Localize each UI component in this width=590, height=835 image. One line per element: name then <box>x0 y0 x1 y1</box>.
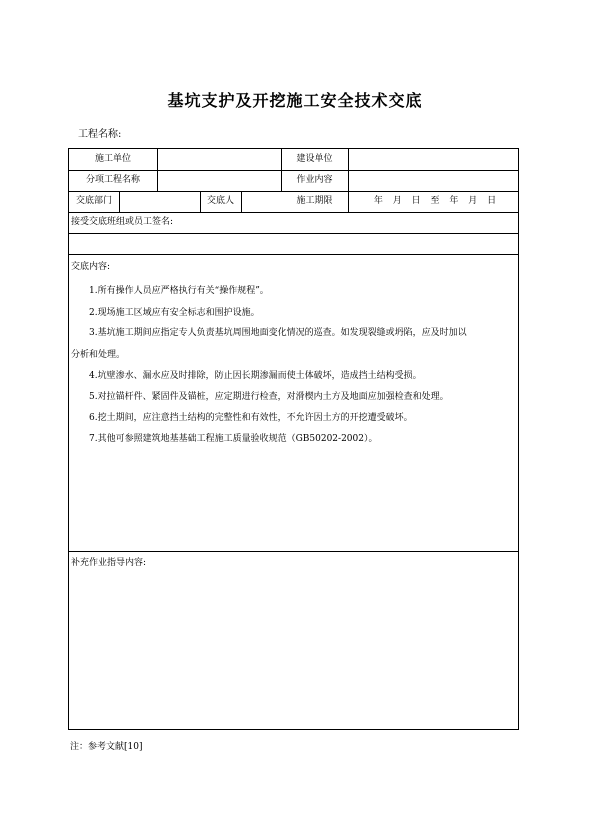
construction-unit-field[interactable] <box>159 150 279 170</box>
build-unit-field[interactable] <box>350 150 516 170</box>
work-content-label: 作业内容 <box>296 175 333 185</box>
signature-label: 接受交底班组或员工签名: <box>71 217 174 227</box>
period-label: 施工期限 <box>296 196 333 206</box>
work-content-field[interactable] <box>350 171 516 191</box>
supplement-label: 补充作业指导内容: <box>71 558 147 568</box>
content-label: 交底内容: <box>71 262 111 272</box>
handover-person-label: 交底人 <box>206 196 234 206</box>
content-item-5: 5.对拉锚杆件、紧固件及锚桩，应定期进行检查，对滑楔内土方及地面应加强检查和处理。 <box>89 392 449 402</box>
sub-project-field[interactable] <box>159 171 279 191</box>
supplement-field[interactable] <box>70 574 518 729</box>
content-item-2: 2.现场施工区域应有安全标志和围护设施。 <box>89 308 260 318</box>
project-name-label: 工程名称: <box>78 129 122 140</box>
sub-project-label: 分项工程名称 <box>85 175 140 185</box>
content-item-6: 6.挖土期间，应注意挡土结构的完整性和有效性，不允许因土方的开挖遭受破坏。 <box>89 413 413 423</box>
period-value[interactable]: 年 月 日 至 年 月 日 <box>373 196 497 206</box>
content-item-3-continued: 分析和处理。 <box>71 350 126 360</box>
build-unit-label: 建设单位 <box>296 154 333 164</box>
content-item-3: 3.基坑施工期间应指定专人负责基坑周围地面变化情况的巡查。如发现裂缝或坍陷，应及时加以 <box>89 328 467 338</box>
document-title: 基坑支护及开挖施工安全技术交底 <box>167 91 423 110</box>
reference-note: 注：参考文献[10] <box>70 742 143 752</box>
handover-form <box>68 148 519 730</box>
handover-dept-label: 交底部门 <box>75 196 112 206</box>
content-item-1: 1.所有操作人员应严格执行有关“操作规程”。 <box>89 286 269 296</box>
handover-dept-field[interactable] <box>121 192 199 212</box>
content-item-7: 7.其他可参照建筑地基基础工程施工质量验收规范（GB50202-2002）。 <box>89 434 378 444</box>
content-item-4: 4.坑壁渗水、漏水应及时排除，防止因长期渗漏而使土体破坏，造成挡土结构受损。 <box>89 371 422 381</box>
signature-field[interactable] <box>70 234 518 254</box>
construction-unit-label: 施工单位 <box>94 154 131 164</box>
